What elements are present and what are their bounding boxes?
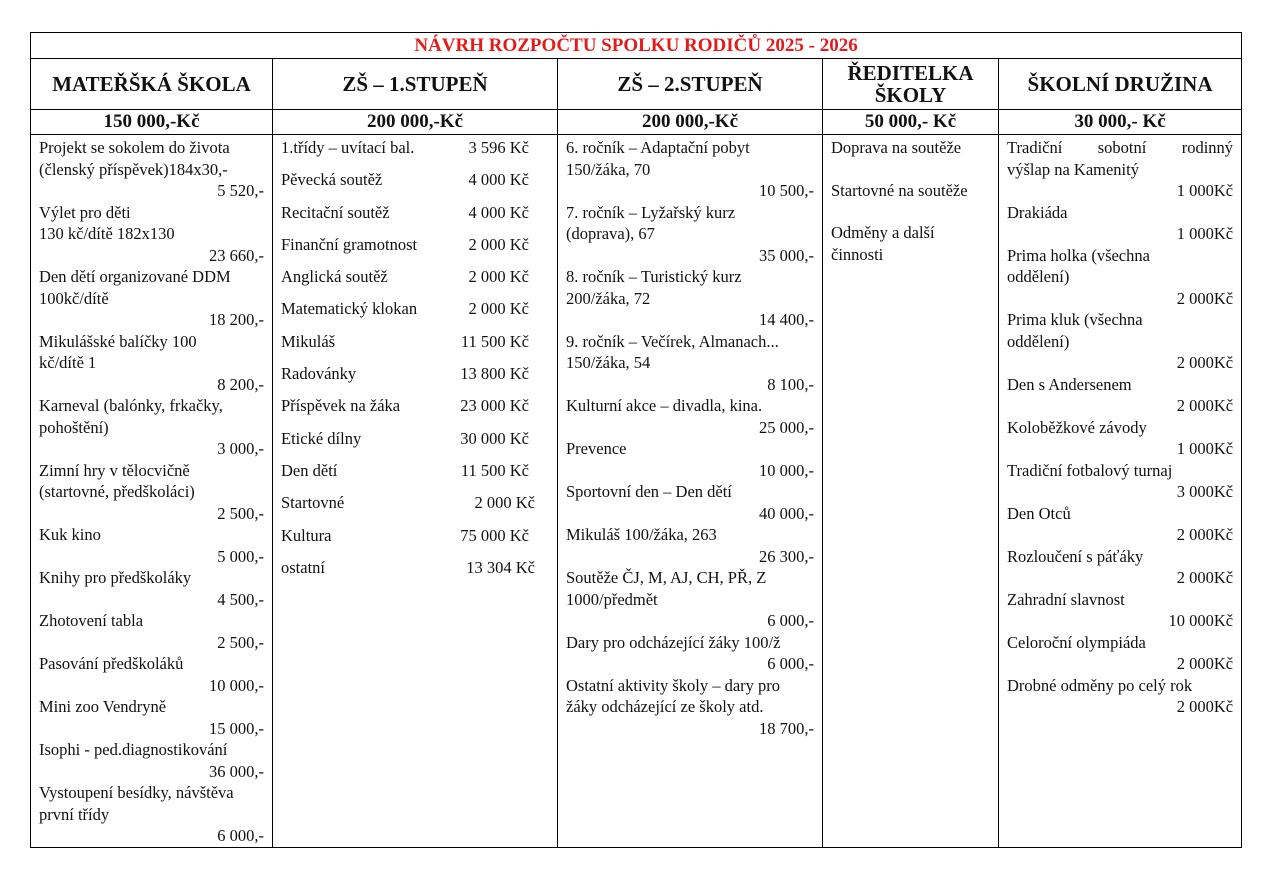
item-label: 200/žáka, 72 [566,288,651,308]
item-label: (doprava), 67 [566,224,655,243]
item-label: Matematický klokan [281,299,418,319]
item-label-word: Tradiční [1007,138,1063,157]
budget-item [281,234,549,256]
title-row [31,33,1242,59]
budget-item [39,460,264,525]
item-amount: 2 000 Kč [474,493,535,513]
budget-item [1007,374,1233,417]
item-label: Prima holka (všechna [1007,245,1150,265]
item-amount: 6 000,- [767,654,814,673]
item-label: oddělení) [1007,267,1070,286]
budget-table [30,32,1242,848]
budget-item [281,202,549,224]
budget-item [39,653,264,696]
item-label: 100kč/dítě [39,288,109,308]
item-label: Mikulášské balíčky 100 [39,331,197,351]
item-label: Zhotovení tabla [39,611,144,630]
item-amount: 2 000Kč [1176,353,1234,372]
item-label: Den Otců [1007,503,1071,523]
item-label: Radovánky [281,364,357,384]
budget-item [39,202,264,267]
total-skolni-druzina: 30 000,- Kč [999,110,1242,135]
budget-item [39,696,264,739]
item-label: Kulturní akce – divadla, kina. [566,396,763,415]
budget-item [39,137,264,202]
item-amount: 13 304 Kč [466,557,535,577]
item-amount: 3 000,- [217,439,264,458]
budget-item [39,739,264,782]
item-label: Finanční gramotnost [281,234,418,254]
item-amount: 2 000 Kč [468,299,529,319]
item-label: Vystoupení besídky, návštěva [39,783,234,802]
item-amount: 40 000,- [759,503,814,523]
total-zs-1-stupen: 200 000,-Kč [273,110,558,135]
item-amount: 26 300,- [759,546,814,566]
item-amount: 13 800 Kč [460,364,529,384]
budget-item [281,331,549,353]
budget-item [1007,245,1233,310]
budget-item [566,331,814,396]
item-list [31,135,272,847]
item-label: Knihy pro předškoláky [39,568,192,587]
budget-item [1007,546,1233,589]
item-amount: 1 000Kč [1176,439,1234,458]
item-label: Sportovní den – Den dětí [566,482,732,501]
item-amount: 10 000,- [209,675,264,695]
item-label: Mini zoo Vendryně [39,697,167,716]
item-amount: 18 700,- [759,718,814,738]
heading-skolni-druzina: ŠKOLNÍ DRUŽINA [999,59,1242,110]
items-zs-1-stupen [273,135,558,848]
item-amount: 2 000 Kč [468,234,529,254]
budget-item [566,395,814,438]
budget-item [566,202,814,267]
item-amount: 5 000,- [217,546,264,566]
budget-item [281,525,549,547]
item-list [273,135,557,578]
item-label: Prevence [566,439,627,458]
item-label: Ostatní aktivity školy – dary pro [566,675,781,695]
item-label: Drakiáda [1007,202,1068,222]
item-label: Projekt se sokolem do života [39,138,230,157]
item-label-word: sobotní [1097,138,1147,157]
item-amount: 2 500,- [217,632,264,652]
heading-row [31,59,1242,110]
item-label: Dary pro odcházející žáky 100/ž [566,632,781,652]
item-label: ostatní [281,557,325,577]
budget-item [831,180,990,202]
item-amount: 10 000Kč [1168,611,1234,630]
item-label: 150/žáka, 54 [566,353,651,372]
item-label: Rozloučení s páťáky [1007,546,1144,566]
budget-item [566,675,814,740]
budget-item [281,298,549,320]
budget-item [831,222,990,265]
item-label: 6. ročník – Adaptační pobyt [566,138,750,157]
budget-item [1007,309,1233,374]
item-label: Karneval (balónky, frkačky, [39,396,223,415]
budget-item [1007,675,1233,718]
budget-item [281,460,549,482]
heading-zs-1-stupen: ZŠ – 1.STUPEŇ [273,59,558,110]
budget-item [566,438,814,481]
budget-item [566,266,814,331]
budget-item [281,395,549,417]
item-label: Mikuláš 100/žáka, 263 [566,525,717,544]
items-zs-2-stupen [558,135,823,848]
budget-item [281,557,549,579]
item-label: Výlet pro děti [39,202,131,222]
item-amount: 2 500,- [217,503,264,523]
heading-materska-skola: MATEŘŠKÁ ŠKOLA [31,59,273,110]
item-amount: 3 596 Kč [468,138,529,157]
item-amount: 10 500,- [759,181,814,200]
item-amount: 4 500,- [217,589,264,609]
heading-reditelka-skoly [823,59,999,110]
item-label: Startovné [281,493,345,513]
item-amount: 2 000 Kč [468,267,529,287]
item-amount: 14 400,- [759,310,814,329]
item-label: Odměny a další [831,223,935,242]
item-label: 9. ročník – Večírek, Almanach... [566,331,779,351]
item-amount: 23 000 Kč [460,396,529,416]
item-label: (členský příspěvek)184x30,- [39,159,228,179]
budget-item [566,567,814,632]
budget-item [831,137,990,159]
item-label: Recitační soutěž [281,202,390,222]
item-label: Pasování předškoláků [39,654,184,673]
item-label: Celoroční olympiáda [1007,632,1146,652]
item-amount: 8 100,- [767,374,814,394]
item-label: Zahradní slavnost [1007,589,1125,609]
budget-item [39,331,264,396]
item-label: výšlap na Kamenitý [1007,159,1139,179]
item-label: 7. ročník – Lyžařský kurz [566,202,736,222]
items-materska-skola [31,135,273,848]
budget-item [1007,417,1233,460]
items-skolni-druzina [999,135,1242,848]
item-list [823,135,998,265]
item-amount: 4 000 Kč [468,202,529,222]
item-label-word: rodinný [1181,138,1234,157]
item-amount: 5 520,- [217,181,264,200]
item-amount: 2 000Kč [1176,697,1234,716]
total-materska-skola: 150 000,-Kč [31,110,273,135]
item-label: Den dětí [281,460,338,480]
item-amount: 30 000 Kč [460,428,529,448]
item-label: činnosti [831,244,884,264]
budget-item [566,481,814,524]
items-row [31,135,1242,848]
item-amount: 18 200,- [209,310,264,329]
heading-line: ŠKOLY [874,83,947,107]
item-label: Drobné odměny po celý rok [1007,675,1193,695]
item-label: Doprava na soutěže [831,138,962,157]
budget-item [1007,137,1233,202]
item-amount: 11 500 Kč [460,460,529,480]
item-label: 150/žáka, 70 [566,159,651,179]
item-label: 8. ročník – Turistický kurz [566,267,742,286]
item-label: 1000/předmět [566,589,658,609]
item-label: Koloběžkové závody [1007,417,1147,437]
budget-item [1007,202,1233,245]
document-title: NÁVRH ROZPOČTU SPOLKU RODIČŮ 2025 - 2026 [31,33,1242,59]
item-list [558,135,822,739]
item-amount: 23 660,- [209,245,264,265]
budget-item [566,137,814,202]
item-amount: 3 000Kč [1176,482,1234,501]
total-row [31,110,1242,135]
item-label: Isophi - ped.diagnostikování [39,740,228,759]
item-amount: 25 000,- [759,417,814,437]
budget-item [39,782,264,847]
item-label [1007,137,1233,159]
item-label: oddělení) [1007,331,1070,351]
item-label: Soutěže ČJ, M, AJ, CH, PŘ, Z [566,568,767,587]
item-amount: 1 000Kč [1176,181,1234,200]
item-label: kč/dítě 1 [39,353,97,372]
budget-item [1007,503,1233,546]
item-label: (startovné, předškoláci) [39,482,195,501]
item-amount: 8 200,- [217,374,264,394]
budget-item [39,524,264,567]
item-label: 130 kč/dítě 182x130 [39,224,175,243]
item-label: 1.třídy – uvítací bal. [281,138,415,157]
budget-item [566,632,814,675]
budget-item [39,610,264,653]
heading-line: ŘEDITELKA [847,61,974,85]
item-label: Den dětí organizované DDM [39,267,231,286]
item-label: Den s Andersenem [1007,374,1132,394]
item-label: pohoštění) [39,417,109,437]
item-amount: 36 000,- [209,761,264,781]
item-amount: 2 000Kč [1176,396,1234,415]
item-label: Prima kluk (všechna [1007,310,1143,329]
item-label: Mikuláš [281,331,336,351]
item-amount: 2 000Kč [1176,568,1234,587]
item-amount: 2 000Kč [1176,525,1234,544]
budget-item [39,567,264,610]
budget-item [566,524,814,567]
item-label: první třídy [39,804,110,824]
item-amount: 11 500 Kč [460,331,529,351]
total-reditelka-skoly: 50 000,- Kč [823,110,999,135]
item-label: Pěvecká soutěž [281,170,383,190]
budget-item [1007,632,1233,675]
item-label: Tradiční fotbalový turnaj [1007,460,1173,480]
item-amount: 2 000Kč [1176,654,1234,673]
item-amount: 75 000 Kč [460,525,529,545]
item-label: Kuk kino [39,525,101,544]
budget-item [281,266,549,288]
budget-item [39,395,264,460]
item-amount: 6 000,- [767,611,814,630]
item-amount: 6 000,- [217,826,264,845]
items-reditelka-skoly [823,135,999,848]
budget-item [281,492,549,514]
item-label: Startovné na soutěže [831,180,968,200]
item-label: Příspěvek na žáka [281,396,401,416]
budget-item [281,363,549,385]
item-list [999,135,1241,718]
budget-item [281,169,549,191]
item-label: Anglická soutěž [281,267,388,287]
item-label: žáky odcházející ze školy atd. [566,697,764,716]
budget-item [281,137,549,159]
budget-item [281,428,549,450]
item-label: Zimní hry v tělocvičně [39,460,190,480]
budget-item [1007,589,1233,632]
heading-zs-2-stupen: ZŠ – 2.STUPEŇ [558,59,823,110]
budget-item [39,266,264,331]
item-amount: 10 000,- [759,460,814,480]
item-amount: 4 000 Kč [468,170,529,190]
total-zs-2-stupen: 200 000,-Kč [558,110,823,135]
item-amount: 2 000Kč [1176,288,1234,308]
item-amount: 35 000,- [759,245,814,265]
item-label: Etické dílny [281,428,362,448]
item-label: Kultura [281,525,332,545]
budget-item [1007,460,1233,503]
item-amount: 15 000,- [209,718,264,738]
item-amount: 1 000Kč [1176,224,1234,243]
